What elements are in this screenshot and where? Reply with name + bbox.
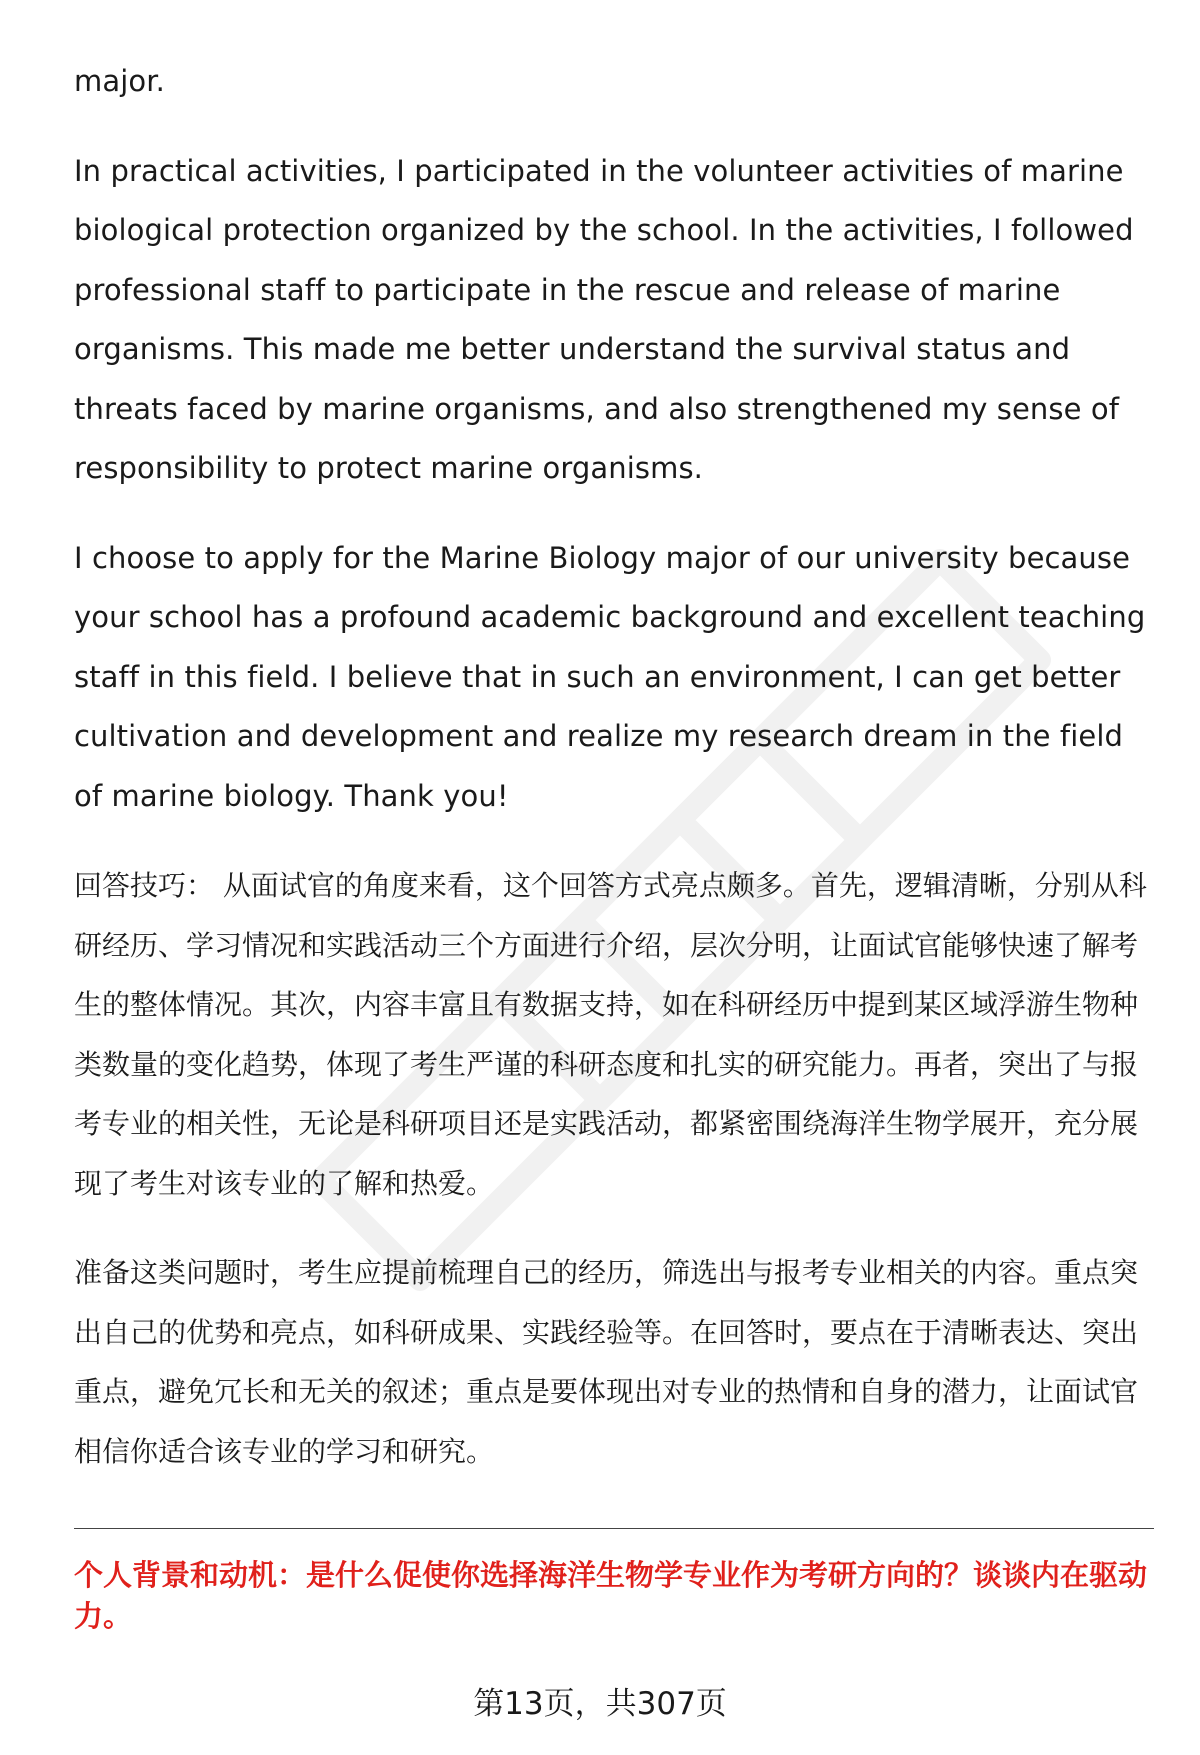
question-heading: 个人背景和动机：是什么促使你选择海洋生物学专业作为考研方向的？谈谈内在驱动力。 <box>74 1558 1148 1633</box>
paragraph-en-3: I choose to apply for the Marine Biology major of our university because your school has a profound academic background and excellent teaching staff in this field. I believe that in such an environment, I can get better cultivation and development and realize my research dream in the field of marine biology. Thank you! <box>74 540 1146 813</box>
paragraph-en-1: major. <box>74 64 165 98</box>
answer-tips-paragraph: 回答技巧： 从面试官的角度来看，这个回答方式亮点颇多。首先，逻辑清晰，分别从科研经历、学习情况和实践活动三个方面进行介绍，层次分明，让面试官能够快速了解考生的整体情况。其次，内容丰富且有数据支持，如在科研经历中提到某区域浮游生物种类数量的变化趋势，体现了考生严谨的科研态度和扎实的研究能力。再者，突出了与报考专业的相关性，无论是科研项目还是实践活动，都紧密围绕海洋生物学展开，充分展现了考生对该专业的了解和热爱。 <box>74 869 1147 1200</box>
page-number: 第13页，共307页 <box>473 1686 727 1722</box>
paragraph-en-2: In practical activities, I participated in the volunteer activities of marine biological protection organized by the school. In the activities, I followed professional staff to participate in the rescue and release of marine organisms. This made me better understand the survival status and threats faced by marine organisms, and also strengthened my sense of responsibility to protect marine organisms. <box>74 153 1134 485</box>
preparation-paragraph: 准备这类问题时，考生应提前梳理自己的经历，筛选出与报考专业相关的内容。重点突出自己的优势和亮点，如科研成果、实践经验等。在回答时，要点在于清晰表达、突出重点，避免冗长和无关的叙述；重点是要体现出对专业的热情和自身的潜力，让面试官相信你适合该专业的学习和研究。 <box>74 1256 1139 1468</box>
document-body <box>74 52 1154 1511</box>
section-divider <box>74 1528 1154 1529</box>
